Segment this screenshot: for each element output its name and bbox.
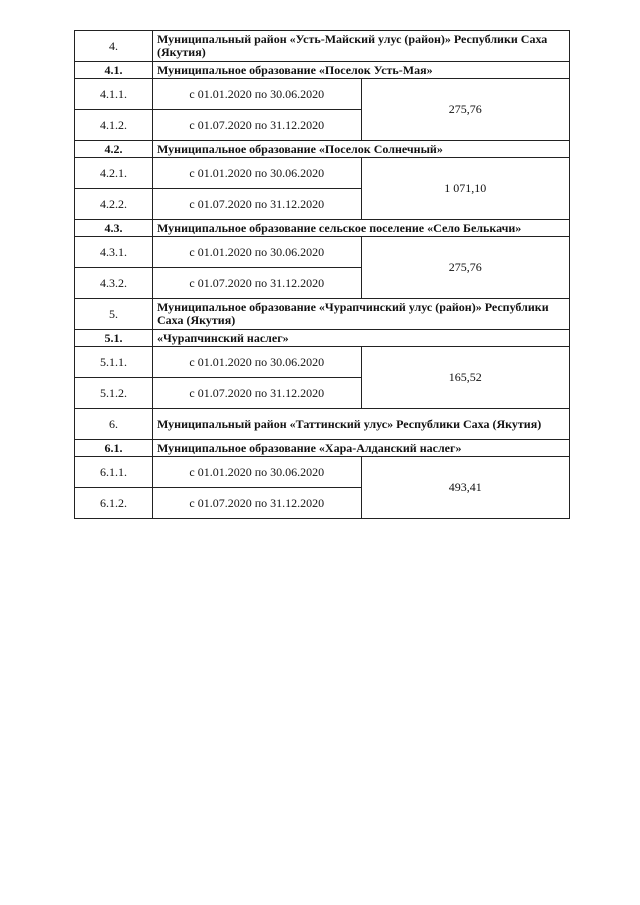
table-row	[75, 237, 570, 268]
section-title: Муниципальный район «Таттинский улус» Республики Саха (Якутия)	[153, 409, 570, 440]
section-row	[75, 31, 570, 62]
item-number: 6.1.1.	[75, 457, 153, 488]
table-row	[75, 457, 570, 488]
item-number: 4.2.1.	[75, 158, 153, 189]
subsection-title: «Чурапчинский наслег»	[153, 330, 570, 347]
subsection-row	[75, 141, 570, 158]
section-title: Муниципальное образование «Чурапчинский улус (район)» Республики Саха (Якутия)	[153, 299, 570, 330]
item-period: с 01.01.2020 по 30.06.2020	[153, 237, 362, 268]
subsection-number: 6.1.	[75, 440, 153, 457]
subsection-title: Муниципальное образование «Хара-Алданский наслег»	[153, 440, 570, 457]
table-row	[75, 158, 570, 189]
item-number: 4.2.2.	[75, 189, 153, 220]
subsection-row	[75, 440, 570, 457]
item-period: с 01.01.2020 по 30.06.2020	[153, 347, 362, 378]
subsection-title: Муниципальное образование «Поселок Солнечный»	[153, 141, 570, 158]
item-number: 4.3.2.	[75, 268, 153, 299]
subsection-number: 5.1.	[75, 330, 153, 347]
tariff-value: 1 071,10	[361, 158, 570, 220]
item-period: с 01.01.2020 по 30.06.2020	[153, 457, 362, 488]
section-number: 4.	[75, 31, 153, 62]
item-number: 5.1.2.	[75, 378, 153, 409]
item-period: с 01.01.2020 по 30.06.2020	[153, 158, 362, 189]
section-number: 5.	[75, 299, 153, 330]
item-period: с 01.07.2020 по 31.12.2020	[153, 268, 362, 299]
tariff-value: 165,52	[361, 347, 570, 409]
item-number: 4.3.1.	[75, 237, 153, 268]
subsection-title: Муниципальное образование сельское поселение «Село Белькачи»	[153, 220, 570, 237]
subsection-number: 4.1.	[75, 62, 153, 79]
subsection-number: 4.2.	[75, 141, 153, 158]
item-number: 6.1.2.	[75, 488, 153, 519]
tariff-value: 275,76	[361, 237, 570, 299]
table-row	[75, 347, 570, 378]
item-period: с 01.07.2020 по 31.12.2020	[153, 189, 362, 220]
subsection-row	[75, 62, 570, 79]
subsection-number: 4.3.	[75, 220, 153, 237]
table-row	[75, 79, 570, 110]
section-row	[75, 299, 570, 330]
tariff-value: 493,41	[361, 457, 570, 519]
item-number: 4.1.2.	[75, 110, 153, 141]
item-number: 4.1.1.	[75, 79, 153, 110]
section-row	[75, 409, 570, 440]
section-number: 6.	[75, 409, 153, 440]
subsection-title: Муниципальное образование «Поселок Усть-Мая»	[153, 62, 570, 79]
section-title: Муниципальный район «Усть-Майский улус (район)» Республики Саха (Якутия)	[153, 31, 570, 62]
item-period: с 01.01.2020 по 30.06.2020	[153, 79, 362, 110]
item-number: 5.1.1.	[75, 347, 153, 378]
subsection-row	[75, 220, 570, 237]
item-period: с 01.07.2020 по 31.12.2020	[153, 110, 362, 141]
tariff-table	[74, 30, 570, 519]
subsection-row	[75, 330, 570, 347]
tariff-value: 275,76	[361, 79, 570, 141]
item-period: с 01.07.2020 по 31.12.2020	[153, 378, 362, 409]
item-period: с 01.07.2020 по 31.12.2020	[153, 488, 362, 519]
